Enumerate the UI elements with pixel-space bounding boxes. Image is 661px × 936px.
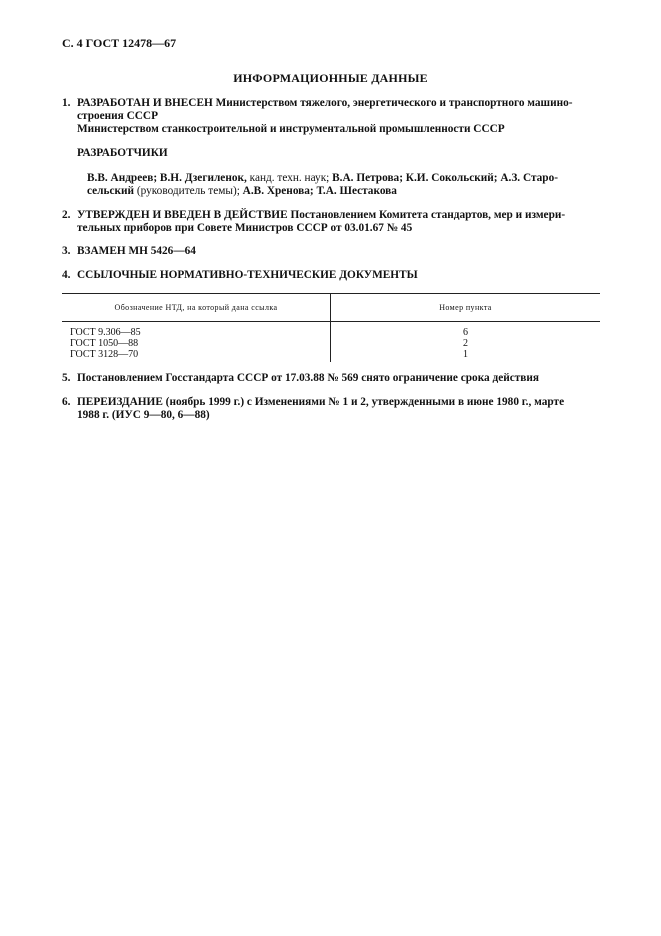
table-header-row [62,294,600,322]
page-title: ИНФОРМАЦИОННЫЕ ДАННЫЕ [233,71,428,85]
section-2-line-2: тельных приборов при Совете Министров СССР от 03.01.67 № 45 [77,222,413,234]
table-cell-clause: 6 [463,327,468,338]
table-cell-clause: 2 [463,338,468,349]
developers-heading: РАЗРАБОТЧИКИ [77,147,168,159]
table-cell-designation: ГОСТ 1050—88 [62,338,331,349]
section-4-text: ССЫЛОЧНЫЕ НОРМАТИВНО-ТЕХНИЧЕСКИЕ ДОКУМЕНТЫ [77,269,418,281]
developer-names-2: В.А. Петрова; К.И. Сокольский; А.З. Старо- [329,172,558,184]
developers-list [87,172,602,198]
table-header-clause: Номер пункта [331,294,601,322]
page-header: С. 4 ГОСТ 12478—67 [62,36,177,50]
developer-names-1: В.В. Андреев; В.Н. Дзегиленок, [87,172,247,184]
section-2-line-1: УТВЕРЖДЕН И ВВЕДЕН В ДЕЙСТВИЕ Постановлением Комитета стандартов, мер и измери- [77,209,566,221]
section-5-text: Постановлением Госстандарта СССР от 17.03.88 № 569 снято ограничение срока действия [77,372,540,384]
section-2-number: 2. [62,209,71,221]
section-6 [62,396,602,422]
section-6-line-2: 1988 г. (ИУС 9—80, 6—88) [77,409,210,421]
developer-names-3: сельский [87,185,135,197]
section-4 [62,269,602,282]
section-3-text: ВЗАМЕН МН 5426—64 [77,245,196,257]
table-row [62,338,600,349]
developer-role: (руководитель темы); [134,185,240,197]
section-1-number: 1. [62,97,71,109]
section-1-line-2: строения СССР [77,110,158,122]
section-2 [62,209,602,235]
table-cell-designation: ГОСТ 9.306—85 [62,322,331,339]
reference-documents-table [62,293,600,362]
section-3-number: 3. [62,245,71,257]
table-cell-designation: ГОСТ 3128—70 [62,349,331,362]
section-1 [62,97,602,136]
developer-names-4: А.В. Хренова; Т.А. Шестакова [239,185,397,197]
table-cell-clause: 1 [463,349,468,360]
section-3 [62,245,602,258]
section-5-number: 5. [62,372,71,384]
section-6-line-1: ПЕРЕИЗДАНИЕ (ноябрь 1999 г.) с Изменениями № 1 и 2, утвержденными в июне 1980 г., марте [77,396,565,408]
section-1-line-3: Министерством станкостроительной и инструментальной промышленности СССР [77,123,505,135]
table-header-designation: Обозначение НТД, на который дана ссылка [62,294,331,322]
table-row [62,322,600,339]
section-4-number: 4. [62,269,71,281]
developer-degree: канд. техн. наук; [246,172,330,184]
section-5 [62,372,602,385]
table-row [62,349,600,362]
section-1-line-1: РАЗРАБОТАН И ВНЕСЕН Министерством тяжелого, энергетического и транспортного машино- [77,97,573,109]
section-6-number: 6. [62,396,71,408]
